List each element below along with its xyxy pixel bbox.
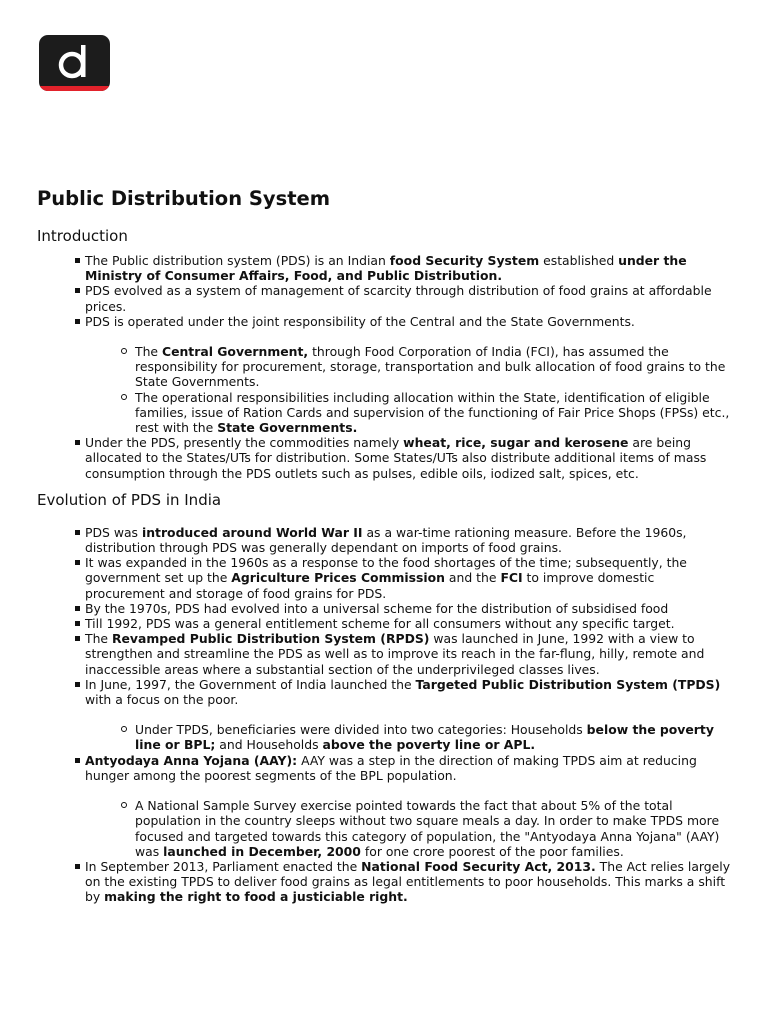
sub-list-item: A National Sample Survey exercise pointed towards the fact that about 5% of the total population in the country sleeps without two square meals a day. In order to make TPDS more focused and targeted towards this category of population, the "Antyodaya Anna Yojana" (AAY) was launched in December, 2000 for one crore poorest of the poor families. bbox=[85, 798, 737, 859]
page-title: Public Distribution System bbox=[37, 187, 331, 210]
list-item: Antyodaya Anna Yojana (AAY): AAY was a step in the direction of making TPDS aim at reducing hunger among the poorest segments of the BPL population. A National Sample Survey exercise pointed towards the fact that about 5% of the total population in the country sleeps without two square meals a day. In order to make TPDS more focused and targeted towards this category of population, the "Antyodaya Anna Yojana" (AAY) was launched in December, 2000 for one crore poorest of the poor families. bbox=[37, 753, 737, 859]
list-item: By the 1970s, PDS had evolved into a universal scheme for the distribution of subsidised food bbox=[37, 601, 737, 616]
list-item: Till 1992, PDS was a general entitlement scheme for all consumers without any specific target. bbox=[37, 616, 737, 631]
list-item: PDS evolved as a system of management of scarcity through distribution of food grains at affordable prices. bbox=[37, 283, 737, 313]
list-item: The Public distribution system (PDS) is an Indian food Security System established under the Ministry of Consumer Affairs, Food, and Public Distribution. bbox=[37, 253, 737, 283]
list-item: It was expanded in the 1960s as a response to the food shortages of the time; subsequently, the government set up the Agriculture Prices Commission and the FCI to improve domestic procurement and storage of food grains for PDS. bbox=[37, 555, 737, 601]
sub-list-item: The Central Government, through Food Corporation of India (FCI), has assumed the responsibility for procurement, storage, transportation and bulk allocation of food grains to the State Governments. bbox=[85, 344, 737, 390]
list-item: In June, 1997, the Government of India launched the Targeted Public Distribution System (TPDS) with a focus on the poor. Under TPDS, beneficiaries were divided into two categories: Households below the poverty line or BPL; and Households above the poverty line or APL. bbox=[37, 677, 737, 753]
evolution-list bbox=[37, 525, 737, 905]
sub-list bbox=[85, 798, 737, 859]
sub-list bbox=[85, 722, 737, 752]
section-heading-evolution: Evolution of PDS in India bbox=[37, 490, 222, 509]
list-item: In September 2013, Parliament enacted the National Food Security Act, 2013. The Act relies largely on the existing TPDS to deliver food grains as legal entitlements to poor households. This marks a shift by making the right to food a justiciable right. bbox=[37, 859, 737, 905]
list-item: Under the PDS, presently the commodities namely wheat, rice, sugar and kerosene are being allocated to the States/UTs for distribution. Some States/UTs also distribute additional items of mass consumption through the PDS outlets such as pulses, edible oils, iodized salt, spices, etc. bbox=[37, 435, 737, 481]
list-item: The Revamped Public Distribution System (RPDS) was launched in June, 1992 with a view to strengthen and streamline the PDS as well as to improve its reach in the far-flung, hilly, remote and inaccessible areas where a substantial section of the underprivileged classes lives. bbox=[37, 631, 737, 677]
sub-list-item: The operational responsibilities including allocation within the State, identification of eligible families, issue of Ration Cards and supervision of the functioning of Fair Price Shops (FPSs) etc., rest with the State Governments. bbox=[85, 390, 737, 436]
list-item: PDS was introduced around World War II as a war-time rationing measure. Before the 1960s, distribution through PDS was generally dependant on imports of food grains. bbox=[37, 525, 737, 555]
list-item: PDS is operated under the joint responsibility of the Central and the State Governments. The Central Government, through Food Corporation of India (FCI), has assumed the responsibility for procurement, storage, transportation and bulk allocation of food grains to the State Governments. The operational responsibilities including allocation within the State, identification of eligible families, issue of Ration Cards and supervision of the functioning of Fair Price Shops (FPSs) etc., rest with the State Governments. bbox=[37, 314, 737, 435]
document-content bbox=[37, 186, 737, 905]
section-heading-introduction: Introduction bbox=[37, 227, 128, 245]
logo-accent-stripe bbox=[39, 86, 110, 91]
introduction-list bbox=[37, 253, 737, 481]
logo-d-glyph bbox=[39, 35, 110, 91]
sub-list-item: Under TPDS, beneficiaries were divided into two categories: Households below the poverty line or BPL; and Households above the poverty line or APL. bbox=[85, 722, 737, 752]
sub-list bbox=[85, 344, 737, 435]
logo bbox=[39, 35, 110, 91]
